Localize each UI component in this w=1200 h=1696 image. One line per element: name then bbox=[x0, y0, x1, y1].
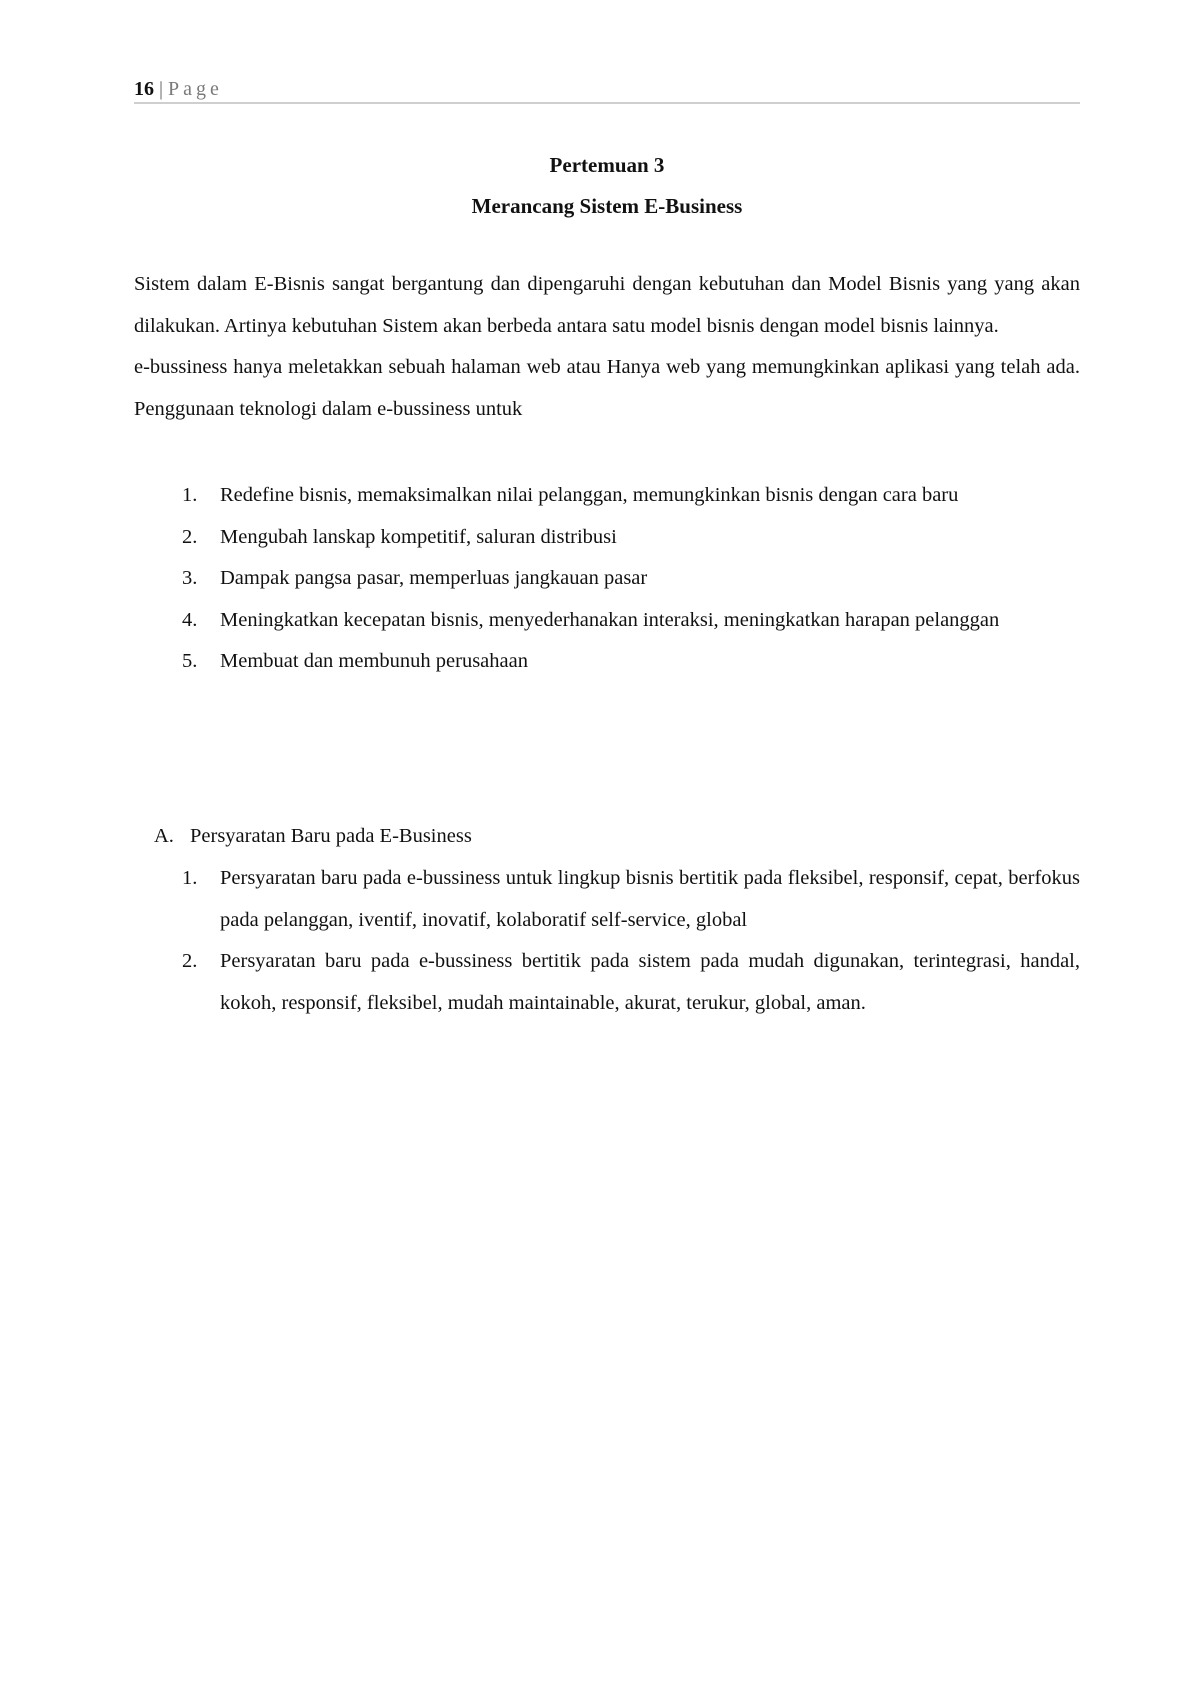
list-item-number: 3. bbox=[182, 567, 198, 589]
header-separator: | bbox=[159, 78, 164, 100]
list-item-text: Persyaratan baru pada e-bussiness untuk lingkup bisnis bertitik pada fleksibel, responsif, cepat, berfokus pada pelanggan, iventif, inovatif, kolaboratif self-service, global bbox=[220, 867, 1080, 931]
list-item bbox=[134, 641, 1080, 683]
list-item bbox=[134, 858, 1080, 941]
list-item bbox=[134, 517, 1080, 559]
page-header bbox=[134, 76, 1080, 104]
page-number: 16 bbox=[134, 78, 154, 100]
section-a-marker: A. bbox=[154, 825, 174, 847]
list-item-number: 4. bbox=[182, 608, 198, 631]
list-item bbox=[134, 558, 1080, 600]
intro-paragraph-2: e-bussiness hanya meletakkan sebuah halaman web atau Hanya web yang memungkinkan aplikasi yang telah ada. Penggunaan teknologi dalam e-bussiness untuk bbox=[134, 356, 1080, 420]
document-title-topic: Merancang Sistem E-Business bbox=[471, 194, 743, 218]
intro-paragraph-1: Sistem dalam E-Bisnis sangat bergantung dan dipengaruhi dengan kebutuhan dan Model Bisnis yang yang akan dilakukan. Artinya kebutuhan Sistem akan berbeda antara satu model bisnis dengan model bisnis lainnya. bbox=[134, 273, 1080, 337]
list-item-text: Persyaratan baru pada e-bussiness bertitik pada sistem pada mudah digunakan, terintegrasi, handal, kokoh, responsif, fleksibel, mudah maintainable, akurat, terukur, global, aman. bbox=[220, 950, 1080, 1014]
list-item-number: 1. bbox=[182, 484, 198, 506]
list-item-number: 2. bbox=[182, 525, 198, 548]
list-item-number: 5. bbox=[182, 650, 198, 672]
list-item-text: Mengubah lanskap kompetitif, saluran distribusi bbox=[220, 525, 617, 548]
list-item-text: Dampak pangsa pasar, memperluas jangkauan pasar bbox=[220, 567, 648, 589]
list-item bbox=[134, 475, 1080, 517]
list-item bbox=[134, 600, 1080, 642]
document-title-meeting: Pertemuan 3 bbox=[549, 153, 665, 177]
page-label: Page bbox=[168, 78, 223, 100]
list-item-text: Redefine bisnis, memaksimalkan nilai pelanggan, memungkinkan bisnis dengan cara baru bbox=[220, 484, 959, 506]
list-item-number: 2. bbox=[182, 950, 198, 972]
list-item-number: 1. bbox=[182, 867, 198, 889]
requirements-list bbox=[134, 858, 1080, 1024]
section-a-title: Persyaratan Baru pada E-Business bbox=[190, 825, 472, 847]
intro-section bbox=[134, 264, 1080, 430]
list-item-text: Membuat dan membunuh perusahaan bbox=[220, 650, 528, 672]
list-item-text: Meningkatkan kecepatan bisnis, menyederhanakan interaksi, meningkatkan harapan pelanggan bbox=[220, 608, 1000, 631]
list-item bbox=[134, 941, 1080, 1024]
technology-uses-list bbox=[134, 475, 1080, 683]
